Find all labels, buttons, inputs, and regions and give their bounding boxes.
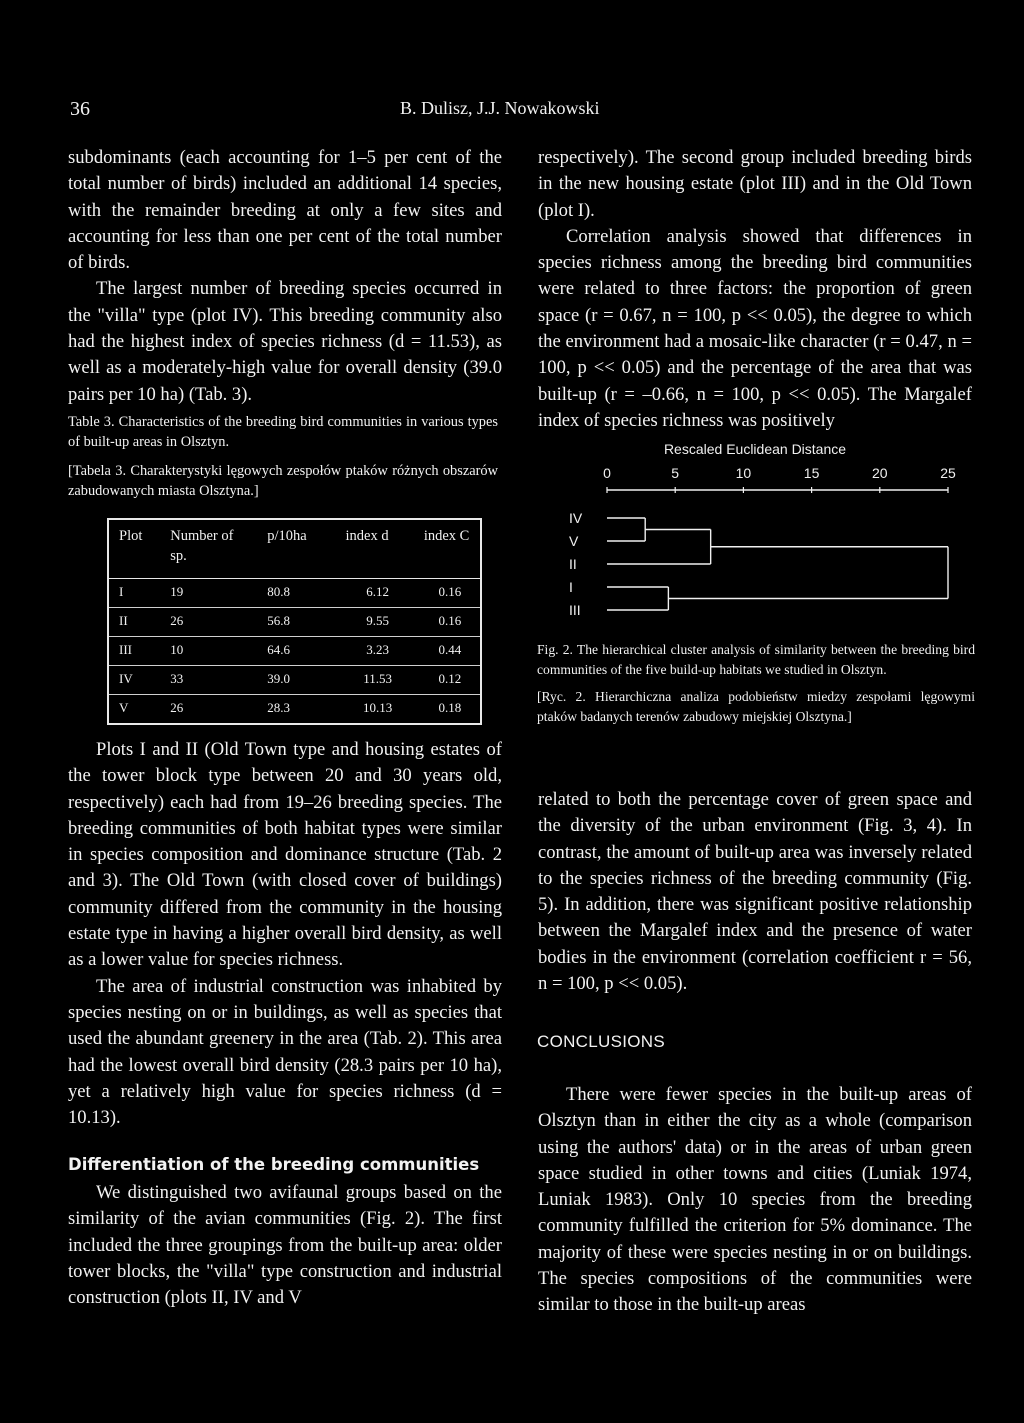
- cell-density: 80.8: [257, 579, 335, 608]
- table-header-row: [108, 519, 481, 579]
- right-column-top: [538, 145, 972, 434]
- leaf-label: V: [569, 533, 579, 549]
- leaf-label: I: [569, 579, 573, 595]
- col-header-index-d: index d: [336, 519, 414, 579]
- cell-index-c: 0.16: [414, 579, 481, 608]
- cell-density: 39.0: [257, 666, 335, 695]
- table-caption-en: Table 3. Characteristics of the breeding bird communities in various types of built-up areas in Olsztyn.: [68, 414, 498, 450]
- paragraph: There were fewer species in the built-up areas of Olsztyn than in either the city as a whole (comparison using the authors' data) or in the areas of urban green space studied in other towns and cities (Luniak 1974, Luniak 1983). Only 10 species from the breeding community fulfilled the criterion for 5% dominance. The majority of these were species nesting in or on buildings. The species compositions of the communities were similar to those in the built-up areas: [538, 1084, 972, 1316]
- cell-species: 10: [160, 637, 257, 666]
- section-heading: Differentiation of the breeding communities: [68, 1155, 480, 1174]
- cell-index-c: 0.44: [414, 637, 481, 666]
- paragraph: We distinguished two avifaunal groups based on the similarity of the avian communities (Fig. 2). The first included the three groupings from the built-up area: older tower blocks, the "villa" type construction and industrial construction (plots II, IV and V: [68, 1182, 502, 1309]
- left-column-middle: [68, 737, 502, 1131]
- dendrogram-branches: [607, 518, 948, 610]
- cell-index-d: 6.12: [336, 579, 414, 608]
- paragraph: subdominants (each accounting for 1–5 per cent of the total number of birds) included an additional 14 species, with the remainder breeding at only a few sites and accounting for less than one per cent of the total number of birds.: [68, 147, 502, 274]
- left-column-bottom: [68, 1180, 502, 1311]
- cell-index-c: 0.16: [414, 608, 481, 637]
- table-caption-pl: [Tabela 3. Charakterystyki lęgowych zespołów ptaków różnych obszarów zabudowanych miasta Olsztyna.]: [68, 463, 498, 499]
- cell-plot: II: [108, 608, 160, 637]
- axis-tick-label: 10: [735, 465, 752, 481]
- col-header-number-of-species: Number of sp.: [160, 519, 257, 579]
- paragraph: related to both the percentage cover of green space and the diversity of the urban environment (Fig. 3, 4). In contrast, the amount of built-up area was inversely related to the species richness of the breeding community (Fig. 5). In addition, there was significant positive relationship between the Margalef index and the presence of water bodies in the environment (correlation coefficient r = 56, n = 100, p << 0.05).: [538, 789, 972, 995]
- cell-species: 19: [160, 579, 257, 608]
- paragraph: Correlation analysis showed that differences in species richness among the breeding bird communities were related to three factors: the proportion of green space (r = 0.67, n = 100, p << 0.05), the degree to which the environment had a mosaic-like character (r = 0.47, n = 100, p << 0.05) and the percentage of the area that was built-up (r = –0.66, n = 100, p << 0.05). The Margalef index of species richness was positively: [538, 225, 972, 431]
- cell-index-d: 10.13: [363, 700, 393, 715]
- axis-tick-label: 15: [803, 465, 820, 481]
- cell-index-d: 3.23: [336, 637, 414, 666]
- col-header-plot: Plot: [108, 519, 160, 579]
- cell-index-d: 9.55: [336, 608, 414, 637]
- paragraph: The area of industrial construction was inhabited by species nesting on or in buildings, as well as species that used the abundant greenery in the area (Tab. 2). This area had the lowest overall bird density (28.3 pairs per 10 ha), yet a relatively high value for species richness (d = 10.13).: [68, 975, 502, 1129]
- axis-tick-label: 25: [940, 465, 956, 481]
- cell-index-c: 0.12: [414, 666, 481, 695]
- col-header-index-c: index C: [414, 519, 481, 579]
- page-number: 36: [70, 98, 90, 120]
- table-caption: [68, 413, 498, 501]
- cell-species: 26: [160, 608, 257, 637]
- cell-species: 33: [160, 666, 257, 695]
- conclusions-heading: CONCLUSIONS: [537, 1032, 665, 1051]
- dendrogram-title: Rescaled Euclidean Distance: [663, 441, 847, 457]
- cell-species: 26: [170, 700, 184, 715]
- dendrogram-leaf-labels: [569, 510, 607, 618]
- leaf-label: II: [569, 556, 577, 572]
- table-row: [108, 637, 481, 666]
- table-row: [108, 695, 481, 725]
- cell-index-c: 0.18: [438, 700, 462, 715]
- figure-caption-en: Fig. 2. The hierarchical cluster analysis of similarity between the breeding bird communities of the five build-up habitats we studied in Olsztyn.: [537, 642, 975, 677]
- paragraph: The largest number of breeding species occurred in the "villa" type (plot IV). This breeding community also had the highest index of species richness (d = 11.53), as well as a moderately-high value for overall density (39.0 pairs per 10 ha) (Tab. 3).: [68, 278, 502, 405]
- cell-plot: III: [108, 637, 160, 666]
- characteristics-table: [107, 518, 482, 725]
- paragraph: respectively). The second group included breeding birds in the new housing estate (plot III) and in the Old Town (plot I).: [538, 147, 972, 221]
- table-row: [108, 608, 481, 637]
- cell-density: 64.6: [257, 637, 335, 666]
- figure-caption-pl: [Ryc. 2. Hierarchiczna analiza podobieństw miedzy zespołami lęgowymi ptaków badanych terenów zabudowy miejskiej Olsztyna.]: [537, 689, 975, 724]
- col-header-density: p/10ha: [257, 519, 335, 579]
- cell-plot: I: [108, 579, 160, 608]
- cell-plot: IV: [108, 666, 160, 695]
- right-column-middle: [538, 787, 972, 997]
- cell-density: 28.3: [267, 700, 290, 715]
- right-column-bottom: [538, 1082, 972, 1319]
- leaf-label: III: [569, 602, 581, 618]
- left-column-top: [68, 145, 502, 408]
- cell-density: 56.8: [257, 608, 335, 637]
- figure-caption: [537, 640, 975, 726]
- cell-index-d: 11.53: [336, 666, 414, 695]
- running-header-authors: B. Dulisz, J.J. Nowakowski: [400, 98, 600, 118]
- table-row: [108, 666, 481, 695]
- dendrogram-axis: [603, 465, 956, 493]
- table-row: [108, 579, 481, 608]
- axis-tick-label: 20: [872, 465, 888, 481]
- paragraph: Plots I and II (Old Town type and housing estates of the tower block type between 20 and 30 years old, respectively) each had from 19–26 breeding species. The breeding communities of both habitat types were similar in species composition and dominance structure (Tab. 2 and 3). The Old Town (with closed cover of buildings) community differed from the community in the housing estate type in having a higher overall bird density, as well as a lower value for species richness.: [68, 739, 502, 971]
- axis-tick-label: 5: [671, 465, 680, 481]
- cell-plot: V: [119, 700, 129, 715]
- leaf-label: IV: [569, 510, 583, 526]
- cluster-dendrogram: [530, 430, 970, 625]
- axis-tick-label: 0: [603, 465, 611, 481]
